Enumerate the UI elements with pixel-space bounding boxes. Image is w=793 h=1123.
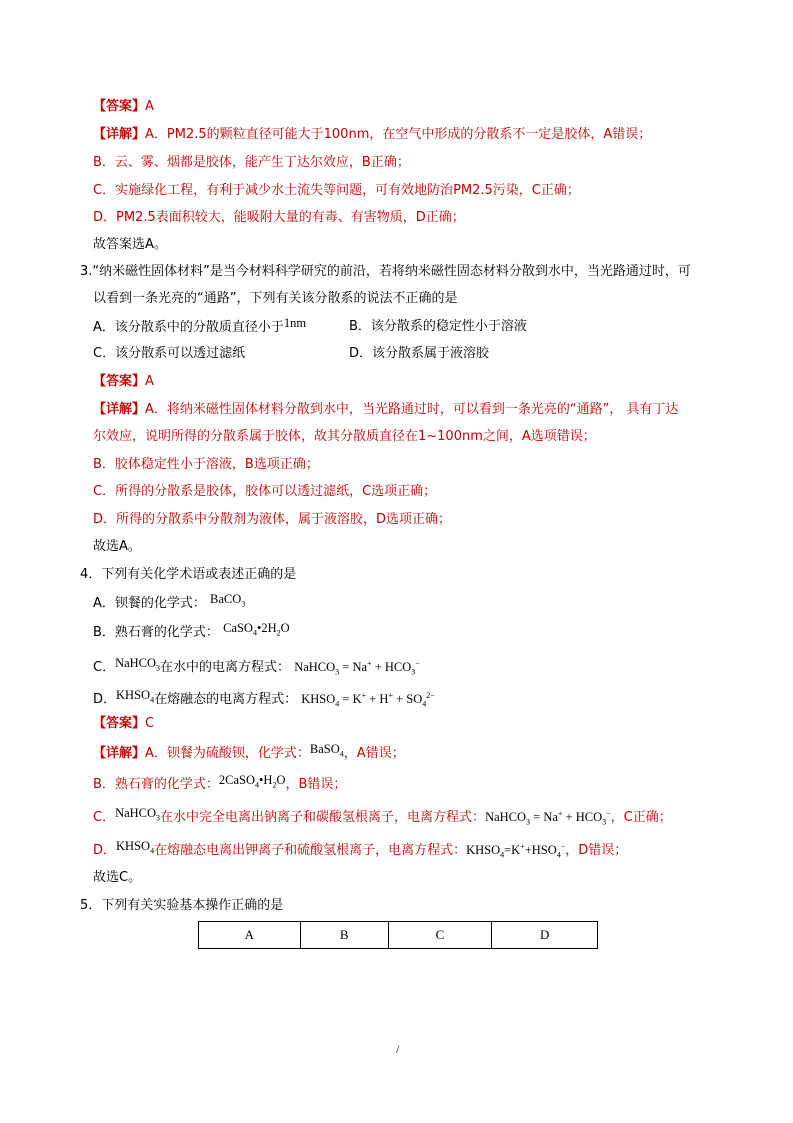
q4-option-b bbox=[93, 621, 290, 646]
option-text: B．熟石膏的化学式： bbox=[93, 625, 219, 640]
formula-baco3: BaCO$_3$ bbox=[210, 592, 246, 609]
q3-stem-line2: 以看到一条光亮的“通路”，下列有关该分散系的说法不正确的是 bbox=[93, 291, 458, 306]
detail-text: A．钡餐为硫酸钡，化学式： bbox=[145, 746, 310, 761]
detail-text: B．熟石膏的化学式： bbox=[93, 777, 219, 792]
equation-khso4: $KHSO_4 = K^+ + H^+ + SO_4^{2-}$ bbox=[301, 691, 435, 709]
detail-label: 【详解】 bbox=[93, 127, 146, 142]
formula-nahco3: NaHCO$_3$ bbox=[115, 806, 161, 823]
option-text: 在水中的电离方程式： bbox=[160, 660, 291, 676]
detail-prefix: C． bbox=[93, 810, 116, 826]
table-cell-a: A bbox=[199, 922, 301, 949]
q4-option-c bbox=[93, 656, 420, 681]
q3-option-a bbox=[93, 316, 307, 336]
table-row bbox=[199, 922, 598, 949]
formula-baso4: BaSO$_4$ bbox=[309, 742, 344, 759]
detail-text: A．PM2.5的颗粒直径可能大于100nm，在空气中形成的分散系不一定是胶体，A错误； bbox=[145, 127, 652, 142]
q2-detail-line-a bbox=[93, 127, 651, 143]
q3-option-c: C．该分散系可以透过滤纸 bbox=[93, 346, 246, 361]
answer-label: 【答案】 bbox=[93, 99, 146, 114]
answer-value: A bbox=[145, 374, 154, 389]
q4-conclusion: 故选C。 bbox=[93, 870, 142, 885]
option-text: A．钡餐的化学式： bbox=[93, 596, 206, 611]
option-unit: 1nm bbox=[283, 316, 307, 330]
detail-text: 在水中完全电离出钠离子和碳酸氢根离子，电离方程式： bbox=[160, 810, 486, 826]
detail-tail: ，C正确； bbox=[610, 810, 672, 826]
q3-conclusion: 故选A。 bbox=[93, 539, 141, 554]
option-prefix: C． bbox=[93, 660, 116, 676]
q2-detail-line-d: D．PM2.5表面积较大，能吸附大量的有毒、有害物质，D正确； bbox=[93, 210, 465, 225]
detail-text: A．将纳米磁性固体材料分散到水中，当光路通过时，可以看到一条光亮的“通路”， 具有丁达 bbox=[145, 402, 679, 417]
equation-khso4: $KHSO_4=K^++HSO_4^-$ bbox=[466, 842, 566, 860]
detail-text: 在熔融态电离出钾离子和硫酸氢根离子，电离方程式： bbox=[154, 843, 467, 859]
formula-khso4: $KHSO_4$ bbox=[116, 839, 155, 856]
answer-value: C bbox=[145, 716, 155, 731]
detail-tail: ，D错误； bbox=[565, 843, 628, 859]
q3-detail-line-d: D．所得的分散系中分散剂为液体，属于液溶胶，D选项正确； bbox=[93, 512, 452, 527]
q4-detail-line-d bbox=[93, 839, 627, 864]
q5-options-table bbox=[198, 921, 598, 949]
q4-detail-line-c bbox=[93, 806, 672, 831]
equation-nahco3: NaHCO$_3$ = $Na^+ + HCO_3^-$ bbox=[294, 659, 420, 677]
answer-label: 【答案】 bbox=[93, 716, 146, 731]
q4-option-a bbox=[93, 592, 246, 617]
q2-conclusion: 故答案选A。 bbox=[93, 237, 167, 252]
q3-detail-line-b: B．胶体稳定性小于溶液，B选项正确； bbox=[93, 457, 319, 472]
q4-detail-line-b bbox=[93, 773, 347, 798]
table-cell-d: D bbox=[492, 922, 598, 949]
option-text: 在熔融态的电离方程式： bbox=[154, 692, 298, 708]
answer-value: A bbox=[145, 99, 154, 114]
option-text: A．该分散系中的分散质直径小于 bbox=[93, 320, 284, 335]
formula-nahco3: NaHCO$_3$ bbox=[115, 656, 161, 673]
detail-label: 【详解】 bbox=[93, 402, 146, 417]
detail-prefix: D． bbox=[93, 843, 117, 859]
formula-caso4-2h2o: $CaSO_4•2H_2O$ bbox=[223, 621, 290, 638]
q3-option-d: D．该分散系属于液溶胶 bbox=[349, 346, 490, 361]
page-number: / bbox=[396, 1042, 400, 1056]
q3-answer-line bbox=[93, 374, 154, 390]
q3-detail-line-c: C．所得的分散系是胶体，胶体可以透过滤纸，C选项正确； bbox=[93, 484, 437, 499]
option-prefix: D． bbox=[93, 692, 117, 708]
q2-answer-line bbox=[93, 99, 154, 115]
q4-answer-line bbox=[93, 716, 154, 732]
q3-detail-line2: 尔效应，说明所得的分散系属于胶体，故其分散质直径在1~100nm之间，A选项错误； bbox=[93, 429, 596, 444]
q3-stem-line1: 3.“纳米磁性固体材料”是当今材料科学研究的前沿，若将纳米磁性固态材料分散到水中，当光路通过时，可 bbox=[80, 264, 691, 279]
formula-2caso4-h2o: $2CaSO_4•H_2O$ bbox=[218, 773, 286, 790]
q2-detail-line-b: B．云、雾、烟都是胶体，能产生丁达尔效应，B正确； bbox=[93, 155, 410, 170]
detail-tail: ，A错误； bbox=[343, 746, 405, 761]
equation-nahco3: NaHCO$_3$ = $Na^+ + HCO_3^-$ bbox=[485, 809, 611, 827]
q5-stem: 5．下列有关实验基本操作正确的是 bbox=[80, 898, 284, 913]
detail-tail: ，B错误； bbox=[285, 777, 347, 792]
q3-detail-line1 bbox=[93, 402, 679, 418]
detail-label: 【详解】 bbox=[93, 746, 146, 761]
answer-label: 【答案】 bbox=[93, 374, 146, 389]
q2-detail-line-c: C．实施绿化工程，有利于减少水土流失等问题，可有效地防治PM2.5污染，C正确； bbox=[93, 183, 580, 198]
table-cell-c: C bbox=[388, 922, 492, 949]
q4-stem: 4．下列有关化学术语或表述正确的是 bbox=[80, 567, 297, 582]
q3-option-b: B．该分散系的稳定性小于溶液 bbox=[349, 319, 527, 334]
table-cell-b: B bbox=[300, 922, 388, 949]
q4-detail-line-a bbox=[93, 742, 405, 767]
formula-khso4: $KHSO_4$ bbox=[116, 688, 155, 705]
q4-option-d bbox=[93, 688, 435, 713]
